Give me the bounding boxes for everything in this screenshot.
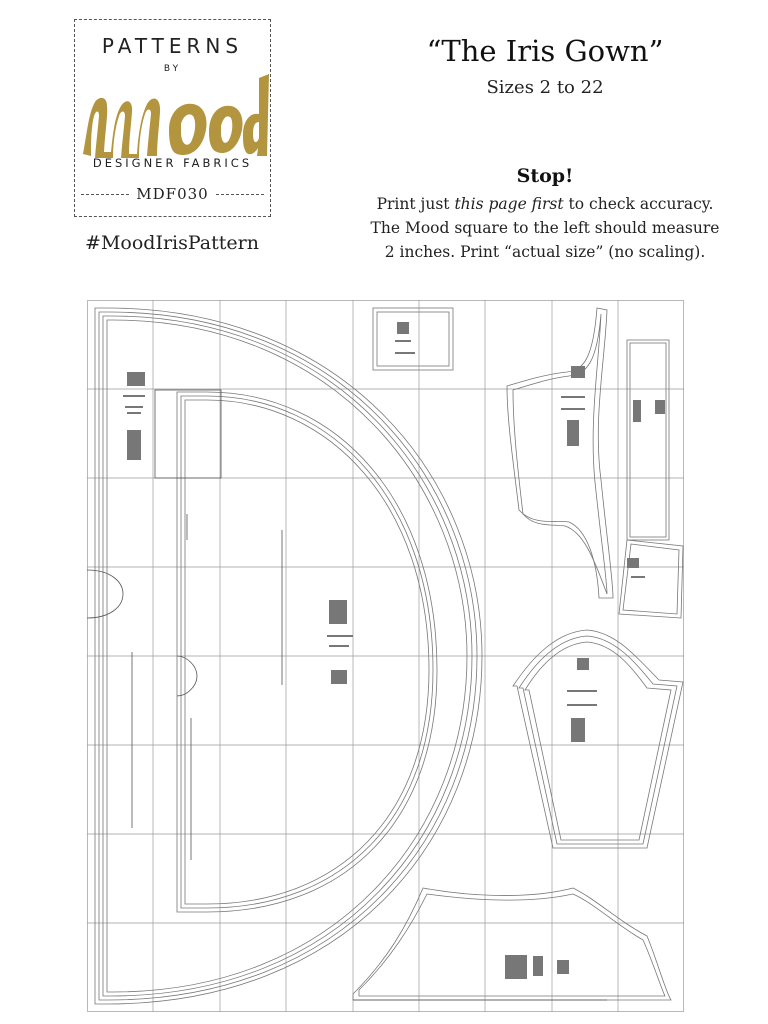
- waistband-piece: [353, 888, 671, 1000]
- pattern-hashtag: #MoodIrisPattern: [85, 232, 259, 254]
- sleeve-piece: [513, 630, 683, 848]
- print-instructions: [360, 192, 730, 264]
- facing-piece: [373, 308, 453, 370]
- pattern-sizes: Sizes 2 to 22: [486, 77, 604, 98]
- instruction-line-3: 2 inches. Print “actual size” (no scaling).: [384, 243, 706, 261]
- instruction-line-1-pre: Print just: [376, 195, 455, 213]
- pattern-layout-diagram: [87, 300, 684, 1012]
- mood-brand-logo: [77, 72, 269, 162]
- piece-labels: [123, 322, 665, 979]
- pattern-title: “The Iris Gown”: [426, 34, 664, 68]
- logo-designer-fabrics-text: DESIGNER FABRICS: [92, 156, 253, 170]
- instruction-line-1-post: to check accuracy.: [563, 195, 714, 213]
- pattern-code: [75, 185, 270, 203]
- mood-logo-square: [74, 19, 271, 217]
- logo-patterns-text: PATTERNS: [101, 34, 244, 58]
- strap-piece: [627, 340, 669, 540]
- stop-heading: Stop!: [516, 165, 574, 187]
- pocket-piece: [619, 540, 683, 618]
- logo-by-text: BY: [163, 64, 182, 74]
- bodice-piece: [507, 308, 613, 598]
- grain-lines: [132, 514, 282, 860]
- instruction-line-1: [360, 192, 730, 216]
- instruction-line-2: The Mood square to the left should measure: [370, 219, 720, 237]
- instruction-line-1-emphasis: this page first: [454, 195, 564, 213]
- pattern-code-text: MDF030: [130, 185, 214, 203]
